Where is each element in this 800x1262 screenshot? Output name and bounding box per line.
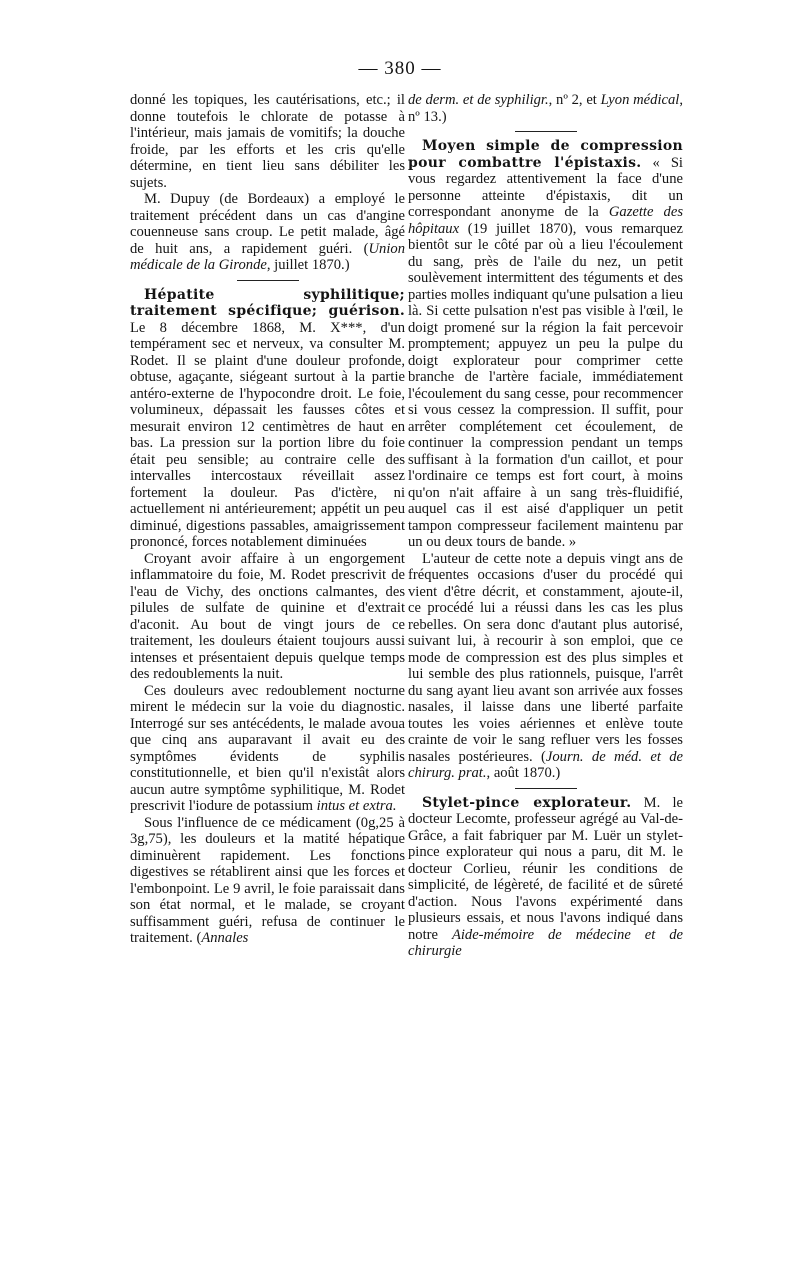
source-citation: Annales xyxy=(201,930,249,946)
right-column xyxy=(408,92,683,960)
article-epistaxis-intro: Moyen simple de compression pour combattre l'épistaxis. « Si vous regardez attentivement la face d'une personne atteinte d'épistaxis, dit un correspondant anonyme de la Gazette des hôpitaux (19 juillet 1870), vous remarquez bientôt sur le côté par où a lieu l'écoulement du sang, près de l'aile du nez, un petit soulèvement intermittent des téguments et des parties molles indiquant qu'une pulsation a lieu là. Si cette pulsation n'est pas visible à l'œil, le doigt promené sur la région la fait percevoir promptement; appuyez un peu la pulpe du doigt explorateur pour comprimer cette branche de l'artère faciale, immédiatement l'écoulement du sang cesse, pour recommencer si vous cessez la compression. Il suffit, pour arrêter complétement cet écoulement, de continuer la compression pendant un temps suffisant à la formation d'un caillot, et pour l'ordinaire ce temps est fort court, à moins qu'on n'ait affaire à un sang très-fluidifié, auquel cas il est aisé d'appliquer un petit tampon compresseur facilement maintenu par un ou deux tours de bande. » xyxy=(408,138,684,550)
article-stylet-intro: Stylet-pince explorateur. M. le docteur Lecomte, professeur agrégé au Val-de-Grâce, a fait fabriquer par M. Luër un stylet-pince explorateur qui nous a paru, dit M. le docteur Corlieu, réunir les conditions de simplicité, de légèreté, de facilité et de sûreté d'action. Nous l'avons expérimenté dans plusieurs essais, et nous l'avons indiqué dans notre Aide-mémoire de médecine et de chirurgie xyxy=(408,794,683,959)
paragraph-dupuy: M. Dupuy (de Bordeaux) a employé le traitement précédent dans un cas d'angine couenneuse sans croup. Le petit malade, âgé de huit ans, a rapidement guéri. (Union médicale de la Gironde, juillet 1870.) xyxy=(130,191,405,273)
article-hepatite-intro: Hépatite syphilitique; traitement spécifique; guérison. Le 8 décembre 1868, M. X***, d'un tempérament sec et nerveux, va consulter M. Rodet. Il se plaint d'une douleur profonde, obtuse, agaçante, siégeant surtout à la partie antéro-externe de l'hypocondre droit. Le foie, volumineux, dépassait les fausses côtes et mesurait environ 12 centimètres de haut en bas. La pression sur la portion libre du foie était peu sensible; au contraire celle des intervalles intercostaux réveillait assez fortement la douleur. Pas d'ictère, ni actuellement ni antérieurement; appétit un peu diminué, digestions passables, amaigrissement prononcé, forces notablement diminuées xyxy=(130,286,405,550)
paragraph-hepatite-4: Sous l'influence de ce médicament (0g,25 à 3g,75), les douleurs et la matité hépatique diminuèrent rapidement. Les fonctions digestives se rétablirent ainsi que les forces et l'embonpoint. Le 9 avril, le foie paraissait dans son état normal, et le malade, se croyant suffisamment guéri, refusa de continuer le traitement. (Annales xyxy=(130,814,405,946)
page-number: — 380 — xyxy=(358,58,442,79)
paragraph-hepatite-3: Ces douleurs avec redoublement nocturne mirent le médecin sur la voie du diagnostic. Interrogé sur ses antécédents, le malade avoua que cinq ans auparavant il avait eu des symptômes évidents de syphilis constitutionnelle, et bien qu'il n'existât alors aucun autre symptôme syphilitique, M. Rodet prescrivit l'iodure de potassium intus et extra. xyxy=(130,682,405,814)
paragraph-topiques: donné les topiques, les cautérisations, etc.; il donne toutefois le chlorate de potasse à l'intérieur, mais jamais de vomitifs; la douche froide, par les efforts et les cris qu'elle détermine, en tient lieu sans débiliter les sujets. xyxy=(130,92,405,191)
paragraph-source-continuation: de derm. et de syphiligr., nº 2, et Lyon médical, nº 13.) xyxy=(408,92,683,125)
section-divider xyxy=(237,280,299,281)
paragraph-hepatite-2: Croyant avoir affaire à un engorgement inflammatoire du foie, M. Rodet prescrivit de l'eau de Vichy, des onctions calmantes, des pilules de sulfate de quinine et d'extrait d'aconit. Au bout de vingt jours de ce traitement, les douleurs étaient toujours aussi intenses et présentaient depuis quelque temps des redoublements la nuit. xyxy=(130,550,405,682)
article-title-hepatite: Hépatite syphilitique; traitement spécifique; guérison. xyxy=(130,286,405,319)
section-divider xyxy=(515,788,577,789)
section-divider xyxy=(515,131,577,132)
paragraph-epistaxis-2: L'auteur de cette note a depuis vingt ans de fréquentes occasions d'user du procédé qui vient d'être décrit, et constamment, ajoute-il, ce procédé lui a réussi dans les cas les plus rebelles. On sera donc d'autant plus autorisé, suivant lui, à recourir à son emploi, que ce mode de compression est des plus simples et lui semble des plus rationnels, puisque, l'arrêt du sang ayant lieu avant son arrivée aux fosses nasales, il laisse dans une liberté parfaite toutes les voies aériennes et enlève toute crainte de voir le sang refluer vers les fosses nasales postérieures. (Journ. de méd. et de chirurg. prat., août 1870.) xyxy=(408,550,683,781)
left-column xyxy=(130,92,405,947)
source-citation: Union médicale de la Gironde xyxy=(130,240,405,273)
article-title-stylet: Stylet-pince explorateur. xyxy=(422,794,632,811)
article-title-epistaxis: Moyen simple de compression pour combattre l'épistaxis. xyxy=(408,138,683,171)
source-citation: Journ. de méd. et de chirurg. prat. xyxy=(408,748,683,781)
